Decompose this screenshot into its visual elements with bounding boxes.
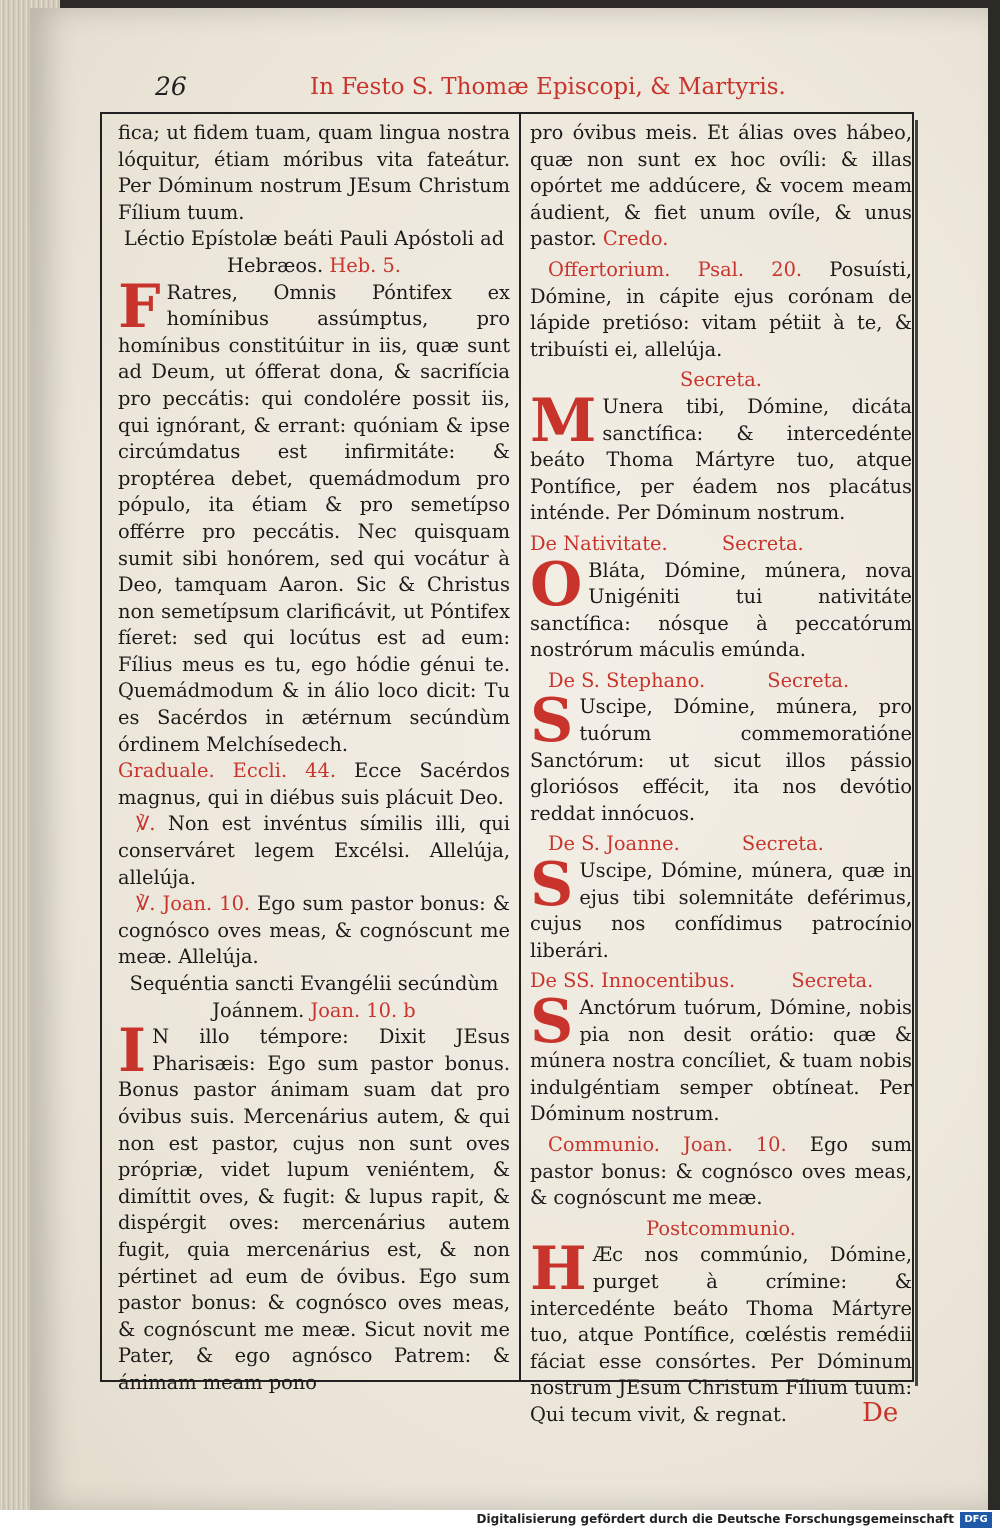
drop-cap-h: H [530,1234,587,1305]
secreta-heading: Secreta. [680,368,762,392]
drop-cap-m: M [530,385,597,456]
graduale-text: Ecce Sacérdos magnus, qui in diébus suis plácuit Deo. [118,759,510,809]
postcommunio-heading: Postcommunio. [646,1216,796,1240]
running-title: In Festo S. Thomæ Episcopi, & Martyris. [310,74,786,100]
lectio-heading [118,226,510,279]
lectio-reference: Heb. 5. [329,253,401,277]
nativitate-heading [530,531,912,558]
text-frame [100,112,914,1426]
gospel-body: N illo témpore: Dixit JEsus Pharisæis: Ego sum pastor bonus. Bonus pastor ánimam suam dat pro óvibus suis. Mercenárius autem, & qui non est pastor, cujus non sunt oves própriæ, videt lupum veniéntem, & dimíttit oves, & fugit: & lupus rapit, & dispérgit oves: mercenárius autem fugit, quia mercenárius est, & non pértinet ad eum de óvibus. Ego sum pastor bonus: & cognósco oves meas, & cognóscunt me meæ. Sicut novit me Pater, & ego agnósco Patrem: & ánimam meam pono [118,1025,510,1394]
secreta-text [530,385,912,527]
versicle-text: Non est invéntus símilis illi, qui conserváret legem Excélsi. Allelúja, allelúja. [118,812,510,889]
drop-cap-s-3: S [530,987,574,1057]
page-header [155,72,786,112]
gospel-text [118,1016,510,1396]
footer-credit: Digitalisierung gefördert durch die Deutsche Forschungsgemeinschaft [476,1512,954,1526]
postcommunio-text [530,1234,912,1428]
offertorium [530,257,912,363]
oration-ending: fica; ut fidem tuam, quam lingua nostra lóquitur, étiam móribus vita fateátur. Per Dóminum nostrum JEsum Christum Fílium tuum. [118,121,510,224]
nativitate-label: De Nativitate. [530,531,668,555]
communio-label: Communio. Joan. 10. [548,1132,787,1156]
drop-cap-o: O [530,549,583,620]
column-divider [519,114,521,1380]
graduale-label: Graduale. Eccli. 44. [118,759,337,783]
innocentibus-heading [530,968,912,995]
communio [530,1132,912,1212]
offertorium-text: Posuísti, Dómine, in cápite ejus corónam de lápide pretióso: vitam pétiit à te, & tribuísti ei, allelúja. [530,257,912,361]
sequentia-title: Sequéntia sancti Evangélii secúndùm Joánnem. [129,972,499,1022]
joanne-heading [530,831,912,858]
stephano-label: De S. Stephano. [548,668,706,692]
joanne-body: Uscipe, Dómine, múnera, quæ in ejus tibi solemnitáte deférimus, cujus nos confídimus patrocínio liberári. [530,859,912,962]
innocentibus-body: Anctórum tuórum, Dómine, nobis pia non desit orátio: quæ & múnera nostra concíliet, & tuam nobis indulgéntiam semper obtíneat. Per Dóminum nostrum. [530,996,912,1126]
drop-cap-f: F [118,271,161,342]
joanne-label: De S. Joanne. [548,832,680,856]
lectio-title: Léctio Epístolæ beáti Pauli Apóstoli ad Hebræos. [123,227,505,277]
epistle-body: Ratres, Omnis Póntifex ex homínibus assúmptus, pro homínibus constitúitur in iis, quæ sunt ad Deum, ut ófferat dona, & sacrifícia pro peccátis: qui condolére possit iis, qui ignórant, & errant: quóniam & ipse circúmdatus est infirmitáte: & proptérea debet, quemádmodum pro pópulo, ita étiam & pro semetípso offérre pro peccátis. Nec quisquam sumit sibi honórem, sed qui vocátur à Deo, tamquam Aaron. Sic & Christus non semetípsum clarificávit, ut Póntifex fíeret: sed qui locútus est ad eum: Fílius meus es tu, ego hódie génui te. Quemádmodum & in álio loco dicit: Tu es Sacérdos in ætérnum secúndùm órdinem Melchísedech. [118,280,510,756]
nativitate-secreta: Secreta. [721,531,804,555]
stephano-body: Uscipe, Dómine, múnera, pro tuórum commemoratióne Sanctórum: ut sicut illos pássio gloriósos effécit, ita nos devótio reddat innócuos. [530,695,912,825]
innocentibus-secreta: Secreta. [791,969,874,993]
versicle [118,811,510,891]
stephano-heading [530,668,912,695]
drop-cap-i: I [118,1016,147,1087]
versicle-2 [118,891,510,971]
sequentia-reference: Joan. 10. b [310,998,416,1022]
postcommunio-body: Æc nos commúnio, Dómine, purget à crímine: & intercedénte beáto Thoma Mártyre tuo, atque Pontífice, cœléstis remédii fáciat esse consórtes. Per Dóminum nostrum JEsum Christum Fílium tuum: Qui tecum vivit, & regnat. [530,1243,912,1426]
versicle-2-text: Ego sum pastor bonus: & cognósco oves meas, & cognóscunt me meæ. Allelúja. [118,892,510,969]
gospel-continuation-text: pro óvibus meis. Et álias oves hábeo, quæ non sunt ex hoc ovíli: & illas opórtet me addúcere, & vocem meam áudient, & fiet unum ovíle, & unus pastor. [530,121,912,251]
nativitate-body: Bláta, Dómine, múnera, nova Unigéniti tui nativitáte sanctífica: nósque à peccatórum nostrórum máculis emúnda. [530,558,912,662]
graduale [118,758,510,811]
nativitate-text [530,549,912,664]
innocentibus-label: De SS. Innocentibus. [530,969,736,993]
drop-cap-s-1: S [530,686,574,757]
versicle-label: ℣. [136,812,156,836]
secreta-body: Unera tibi, Dómine, dicáta sanctífica: & intercedénte beáto Thoma Mártyre tuo, atque Pontífice, per éadem nos placátus inténde. Per Dóminum nostrum. [530,394,912,525]
communio-text: Ego sum pastor bonus: & cognósco oves meas, & cognóscunt me meæ. [530,1132,912,1210]
joanne-secreta: Secreta. [741,832,824,856]
left-column [118,120,510,1397]
offertorium-label: Offertorium. Psal. 20. [548,257,803,281]
dfg-logo: DFG [960,1512,992,1528]
sequentia-heading [118,971,510,1024]
page-number: 26 [155,72,187,101]
epistle-text [118,271,510,759]
digitization-footer [0,1510,1000,1531]
drop-cap-s-2: S [530,850,574,921]
joanne-text [530,850,912,964]
catchword: De [862,1398,899,1428]
innocentibus-text [530,987,912,1128]
stephano-secreta: Secreta. [767,668,850,692]
right-column [530,120,912,1429]
versicle-2-label: ℣. Joan. 10. [136,892,251,916]
stephano-text [530,686,912,827]
gospel-continuation [530,120,912,253]
credo-label: Credo. [602,227,669,251]
